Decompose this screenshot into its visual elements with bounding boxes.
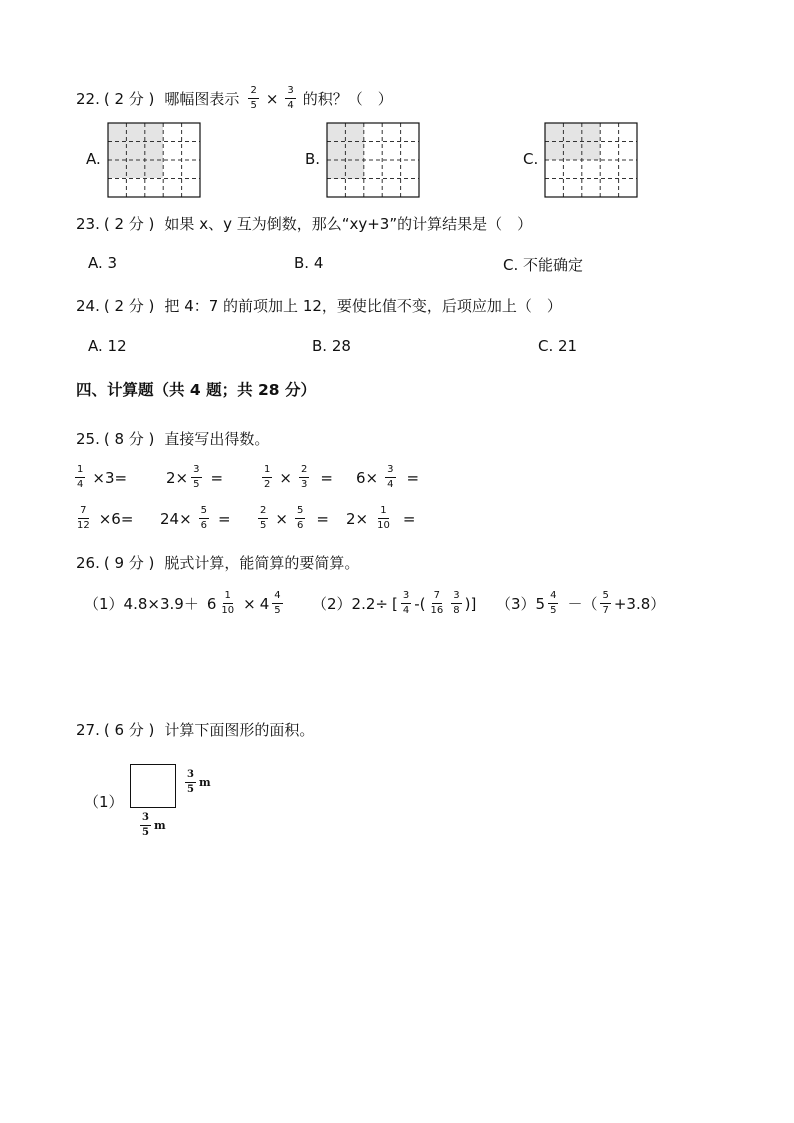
expression: 2× $\frac{1}{10}$ = xyxy=(346,505,416,531)
question-text: 脱式计算，能简算的要简算。 xyxy=(164,554,360,572)
option-b: B. 4 xyxy=(294,254,324,272)
problem-1: （1） 4.8×3.9＋ 6 $\frac{1}{10}$ × 4 $\frac{4}{5}$ xyxy=(84,590,281,616)
question-text: 如果 x、y 互为倒数，那么“xy+3”的计算结果是（ ） xyxy=(164,215,533,233)
question-text: 计算下面图形的面积。 xyxy=(164,721,315,739)
grid-diagram-b xyxy=(326,122,420,198)
expression: 24× $\frac{5}{6}$ = xyxy=(160,505,231,531)
times-sign: × xyxy=(265,89,279,108)
score: ( 9 分 ) xyxy=(103,554,155,572)
question-number: 27. xyxy=(76,720,100,739)
expression: $\frac{2}{5}$ × $\frac{5}{6}$ = xyxy=(260,505,329,531)
question-text: 把 4：7 的前项加上 12，要使比值不变，后项应加上（ ） xyxy=(164,297,562,315)
option-c: C. 不能确定 xyxy=(503,256,584,274)
score: ( 6 分 ) xyxy=(103,721,155,739)
question-number: 26. xyxy=(76,553,100,572)
problem-label: （1） xyxy=(84,793,124,811)
question-number: 25. xyxy=(76,429,100,448)
expression: $\frac{1}{4}$ ×3= xyxy=(77,464,128,490)
score: ( 2 分 ) xyxy=(103,297,155,315)
option-label-c: C. xyxy=(523,150,539,168)
side-label-right: $\frac{3}{5}$ m xyxy=(187,769,211,795)
side-label-bottom: $\frac{3}{5}$ m xyxy=(142,812,166,838)
question-text: 的积？（ ） xyxy=(302,90,393,108)
score: ( 2 分 ) xyxy=(103,90,155,108)
expression: $\frac{7}{12}$ ×6= xyxy=(77,505,134,531)
question-number: 22. xyxy=(76,89,100,108)
score: ( 8 分 ) xyxy=(103,430,155,448)
q24-stem xyxy=(76,295,562,316)
grid-diagram-c xyxy=(544,122,638,198)
fraction: $\frac{2}{5}$ xyxy=(250,85,257,111)
expression: $\frac{1}{2}$ × $\frac{2}{3}$ = xyxy=(264,464,333,490)
option-a: A. 12 xyxy=(88,337,127,355)
score: ( 2 分 ) xyxy=(103,215,155,233)
fraction: $\frac{3}{4}$ xyxy=(287,85,294,111)
option-label-a: A. xyxy=(86,150,101,168)
option-label-b: B. xyxy=(305,150,321,168)
square-figure xyxy=(130,764,176,808)
option-c: C. 21 xyxy=(538,337,578,355)
question-text: 哪幅图表示 xyxy=(164,90,240,108)
shaded-region xyxy=(108,123,163,178)
expression: 2× $\frac{3}{5}$ = xyxy=(166,464,224,490)
option-a: A. 3 xyxy=(88,254,118,272)
q27-stem xyxy=(76,719,314,740)
section-heading: 四、计算题（共 4 题；共 28 分） xyxy=(76,381,316,399)
q26-stem xyxy=(76,552,359,573)
expression: 6× $\frac{3}{4}$ = xyxy=(356,464,420,490)
question-text: 直接写出得数。 xyxy=(164,430,270,448)
problem-3: （3） 5 $\frac{4}{5}$ －（ $\frac{5}{7}$ +3.8） xyxy=(496,590,666,616)
question-number: 23. xyxy=(76,214,100,233)
q25-stem xyxy=(76,428,269,449)
q22-stem xyxy=(76,86,393,111)
option-b: B. 28 xyxy=(312,337,351,355)
question-number: 24. xyxy=(76,296,100,315)
grid-diagram-a xyxy=(107,122,201,198)
q23-stem xyxy=(76,213,532,234)
problem-2: （2） 2.2÷ [ $\frac{3}{4}$ -( $\frac{7}{16}$ $\frac{3}{8}$ )] xyxy=(312,590,477,616)
